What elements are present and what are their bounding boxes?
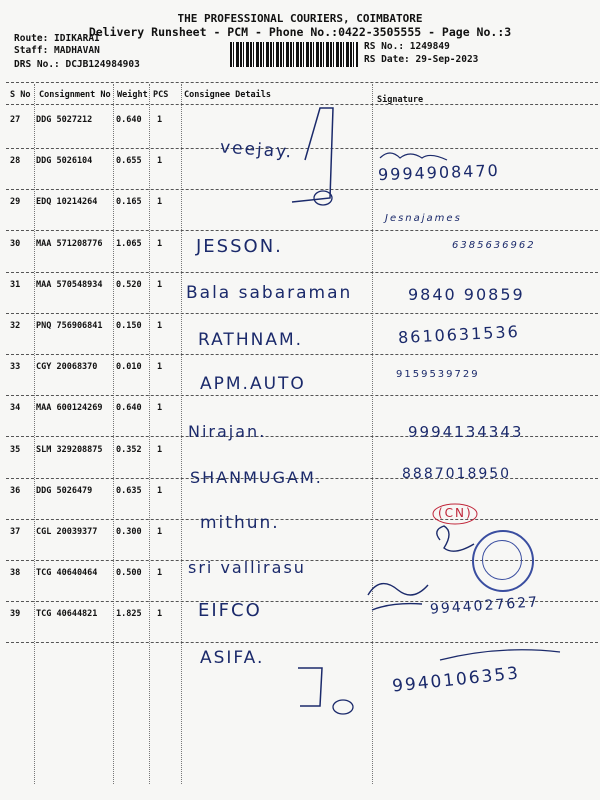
signature-mark: 9940106353 <box>391 663 521 697</box>
row-sno: 30 <box>10 238 21 249</box>
signature-mark: 8610631536 <box>397 321 521 348</box>
row-weight: 0.010 <box>116 362 142 373</box>
row-weight: 0.640 <box>116 403 142 414</box>
signature-mark: 9994908470 <box>377 160 501 185</box>
row-cno: DDG 5026479 <box>36 485 93 496</box>
consignee-name: RATHNAM. <box>198 330 304 350</box>
signature-mark: Jesnajames <box>385 213 462 224</box>
consignee-name: APM.AUTO <box>200 374 306 394</box>
row-weight: 0.640 <box>116 115 142 125</box>
row-sno: 34 <box>10 403 21 414</box>
row-pcs: 1 <box>157 279 163 290</box>
row-sno: 37 <box>10 527 21 537</box>
signature-mark: 8887018950 <box>402 466 512 482</box>
row-weight: 0.655 <box>116 156 142 167</box>
staff-text: Staff: MADHAVAN <box>14 45 100 56</box>
row-weight: 0.165 <box>116 197 142 208</box>
row-pcs: 1 <box>157 609 163 620</box>
col-weight: Weight <box>117 90 148 100</box>
col-details: Consignee Details <box>184 90 271 100</box>
row-pcs: 1 <box>157 568 163 579</box>
row-sno: 33 <box>10 362 21 373</box>
consignee-name: ASIFA. <box>200 648 265 668</box>
row-pcs: 1 <box>157 485 163 496</box>
consignee-name: EIFCO <box>198 600 262 621</box>
row-sno: 36 <box>10 485 21 496</box>
consignee-name: sri vallirasu <box>188 558 306 577</box>
row-pcs: 1 <box>157 115 163 125</box>
signature-mark: 9159539729 <box>396 369 480 380</box>
row-pcs: 1 <box>157 156 163 167</box>
row-sno: 38 <box>10 568 21 579</box>
row-weight: 1.825 <box>116 609 142 620</box>
consignee-name: JESSON. <box>196 236 283 257</box>
signature-mark: 9840 90859 <box>408 285 525 304</box>
row-pcs: 1 <box>157 238 163 249</box>
row-sno: 27 <box>10 115 21 125</box>
consignee-name: Nirajan. <box>188 422 267 441</box>
row-cno: SLM 329208875 <box>36 444 103 455</box>
row-pcs: 1 <box>157 403 163 414</box>
consignee-name: veejay. <box>219 137 294 163</box>
row-pcs: 1 <box>157 444 163 455</box>
row-weight: 0.300 <box>116 527 142 537</box>
row-weight: 0.500 <box>116 568 142 579</box>
row-cno: MAA 571208776 <box>36 238 103 249</box>
signature-mark: (CN) <box>438 506 473 520</box>
row-weight: 0.150 <box>116 321 142 331</box>
row-cno: PNQ 756906841 <box>36 321 103 331</box>
row-cno: DDG 5027212 <box>36 115 93 125</box>
row-pcs: 1 <box>157 362 163 373</box>
consignee-name: Bala sabaraman <box>186 283 353 303</box>
rs-date: RS Date: 29-Sep-2023 <box>364 54 479 65</box>
row-weight: 0.520 <box>116 279 142 290</box>
drs-number: DRS No.: DCJB124984903 <box>14 59 140 70</box>
col-consignment: Consignment No <box>39 90 111 100</box>
consignee-name: mithun. <box>200 513 280 533</box>
row-sno: 32 <box>10 321 21 331</box>
row-sno: 39 <box>10 609 21 620</box>
row-cno: MAA 600124269 <box>36 403 103 414</box>
row-sno: 35 <box>10 444 21 455</box>
row-pcs: 1 <box>157 321 163 331</box>
row-cno: CGY 20068370 <box>36 362 98 373</box>
row-weight: 1.065 <box>116 238 142 249</box>
row-sno: 28 <box>10 156 21 167</box>
company-title: THE PROFESSIONAL COURIERS, COIMBATORE <box>177 12 423 25</box>
delivery-stamp <box>472 530 534 592</box>
row-pcs: 1 <box>157 197 163 208</box>
signature-mark: 9944027627 <box>429 594 540 618</box>
row-cno: TCG 40644821 <box>36 609 98 620</box>
row-weight: 0.635 <box>116 485 142 496</box>
runsheet-subtitle: Delivery Runsheet - PCM - Phone No.:0422-3505555 - Page No.:3 <box>88 25 512 39</box>
row-cno: DDG 5026104 <box>36 156 93 167</box>
consignee-name: SHANMUGAM. <box>190 468 323 487</box>
row-cno: EDQ 10214264 <box>36 197 98 208</box>
row-sno: 29 <box>10 197 21 208</box>
signature-mark: 9994134343 <box>408 423 524 441</box>
row-cno: TCG 40640464 <box>36 568 98 579</box>
row-pcs: 1 <box>157 527 163 537</box>
row-cno: MAA 570548934 <box>36 279 103 290</box>
route-text: Route: IDIKARAI <box>14 33 100 44</box>
signature-mark: 6385636962 <box>452 240 536 251</box>
row-cno: CGL 20039377 <box>36 527 98 537</box>
col-sno: S No <box>10 90 31 100</box>
rs-number: RS No.: 1249849 <box>364 41 450 52</box>
col-pcs: PCS <box>153 90 169 100</box>
col-signature: Signature <box>377 95 424 105</box>
row-sno: 31 <box>10 279 21 290</box>
row-weight: 0.352 <box>116 444 142 455</box>
